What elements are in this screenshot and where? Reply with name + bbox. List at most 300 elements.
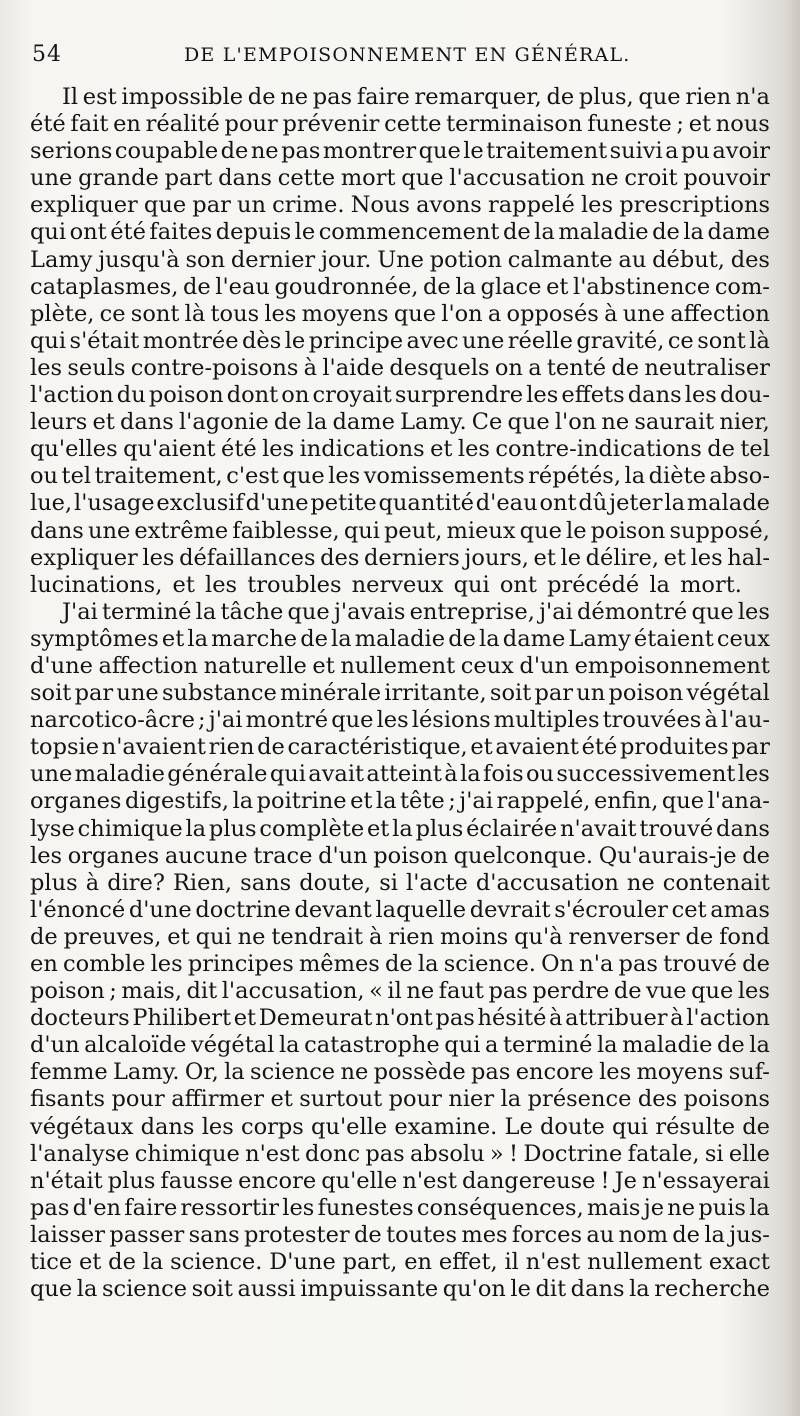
word: j'ai xyxy=(539,598,573,625)
word: suf- xyxy=(728,1059,770,1086)
word: dit xyxy=(535,1276,567,1303)
word: l'on xyxy=(441,300,483,327)
word: dire? xyxy=(107,869,165,896)
word: on xyxy=(281,382,310,409)
word: qui xyxy=(30,327,67,354)
word: de xyxy=(613,978,642,1005)
word: à xyxy=(704,707,718,734)
word: depuis xyxy=(215,219,292,246)
word: les xyxy=(737,761,770,788)
word: tenté xyxy=(546,354,607,381)
word: jusqu'à xyxy=(98,246,180,273)
word: soit xyxy=(489,680,532,707)
text-line xyxy=(30,301,770,328)
word: empoisonnement xyxy=(574,652,770,679)
word: rappelé xyxy=(488,192,575,219)
word: funeste xyxy=(587,111,672,138)
word: n'a xyxy=(735,84,770,110)
word: encore xyxy=(238,1167,317,1194)
word: faiblesse, xyxy=(232,517,340,544)
word: irritante, xyxy=(384,680,487,707)
word: réelle xyxy=(507,327,573,354)
word: poison xyxy=(590,517,666,544)
word: rien xyxy=(208,734,255,761)
word: com- xyxy=(714,273,770,300)
word: délire, xyxy=(585,544,659,571)
word: dans xyxy=(627,382,682,409)
word: par xyxy=(534,680,574,707)
word: au xyxy=(586,1221,615,1248)
word: ; xyxy=(109,978,117,1005)
word: qui xyxy=(269,761,306,788)
word: défaillances xyxy=(179,544,316,571)
word: la xyxy=(455,273,476,300)
word: doctrine xyxy=(195,896,291,923)
word: les xyxy=(264,300,297,327)
word: Nous xyxy=(350,192,410,219)
word: terminé xyxy=(102,598,192,625)
word: est xyxy=(82,84,117,110)
word: ce xyxy=(667,327,694,354)
word: hésité xyxy=(477,1005,547,1032)
word: sont xyxy=(697,327,746,354)
word: que xyxy=(691,598,734,625)
word: traitement xyxy=(486,138,608,165)
word: et xyxy=(470,734,493,761)
word: que xyxy=(143,192,187,219)
word: mes xyxy=(461,1221,508,1248)
word: doute xyxy=(540,1113,605,1140)
word: de xyxy=(257,734,285,761)
word: ceux xyxy=(716,625,770,652)
word: des xyxy=(637,1086,678,1113)
word: ! xyxy=(509,1140,519,1167)
word: enfin, xyxy=(593,788,659,815)
word: les xyxy=(690,544,723,571)
word: l'ana- xyxy=(707,788,770,815)
word: la xyxy=(629,1276,650,1303)
word: pas xyxy=(618,951,658,977)
word: générale xyxy=(167,761,268,788)
word: malade xyxy=(686,490,770,517)
word: fatale, xyxy=(627,1140,700,1167)
word: traitement, xyxy=(94,463,223,490)
word: que xyxy=(287,598,330,625)
word: grande xyxy=(78,165,159,192)
word: dès xyxy=(242,327,282,354)
word: ; xyxy=(448,788,456,815)
word: seuls xyxy=(67,354,126,381)
word: quantité xyxy=(378,490,474,517)
word: impossible xyxy=(121,84,244,110)
word: la xyxy=(534,219,555,246)
word: les xyxy=(30,842,63,869)
word: cataplasmes, xyxy=(30,273,179,300)
word: la xyxy=(749,1032,770,1059)
word: » xyxy=(489,1140,504,1167)
text-line xyxy=(30,680,770,707)
text-line xyxy=(30,626,770,653)
word: maladie xyxy=(354,625,446,652)
text-line xyxy=(30,1168,770,1195)
word: femme xyxy=(30,1059,108,1086)
word: été xyxy=(581,734,618,761)
text-line xyxy=(30,599,770,626)
word: la xyxy=(500,1086,522,1113)
word: le xyxy=(294,219,316,246)
word: cette xyxy=(384,111,442,138)
word: contre-poisons xyxy=(130,354,299,381)
word: l'abstinence xyxy=(573,273,711,300)
word: nier xyxy=(448,1086,495,1113)
word: On xyxy=(541,951,575,977)
word: pour xyxy=(224,111,278,138)
word: devant xyxy=(294,896,372,923)
word: les xyxy=(737,598,770,625)
word: d'une xyxy=(128,896,192,923)
word: ne xyxy=(340,1059,369,1086)
word: aucune xyxy=(164,842,248,869)
word: supposé, xyxy=(669,517,770,544)
word: vue xyxy=(646,978,687,1005)
word: des xyxy=(730,246,770,273)
word: Lamy xyxy=(30,246,93,273)
text-line xyxy=(30,1195,770,1222)
word: prescriptions xyxy=(619,192,770,219)
word: tendrait xyxy=(271,923,364,950)
text-line xyxy=(30,274,770,301)
word: à xyxy=(444,761,458,788)
word: de xyxy=(220,138,249,165)
word: et xyxy=(430,436,453,463)
word: c'est xyxy=(226,463,279,490)
word: de xyxy=(742,1113,770,1140)
word: ne xyxy=(590,165,619,192)
text-line xyxy=(30,545,770,572)
word: on xyxy=(494,354,523,381)
word: trouvé xyxy=(663,951,737,977)
word: une xyxy=(116,680,159,707)
word: dame xyxy=(332,409,395,436)
text-line xyxy=(30,247,770,274)
word: les xyxy=(376,707,409,734)
word: peut, xyxy=(384,517,443,544)
word: que xyxy=(519,517,562,544)
word: d'en xyxy=(72,1194,122,1221)
word: la xyxy=(479,625,500,652)
word: Demeurat xyxy=(258,1005,373,1032)
word: trouvé xyxy=(639,815,714,842)
word: Une xyxy=(377,246,424,273)
word: la xyxy=(683,219,704,246)
word: dernier xyxy=(230,246,316,273)
word: un xyxy=(237,192,267,219)
word: suivi xyxy=(609,138,663,165)
word: la xyxy=(224,1059,245,1086)
word: croyait xyxy=(312,382,392,409)
word: nier, xyxy=(719,409,770,436)
word: opposés xyxy=(506,300,599,327)
word: au xyxy=(618,246,647,273)
word: plus xyxy=(107,1167,156,1194)
word: une xyxy=(87,517,131,544)
word: j'ai xyxy=(459,788,494,815)
word: de xyxy=(742,951,770,977)
word: effets xyxy=(561,382,625,409)
word: je xyxy=(643,1194,665,1221)
word: jour. xyxy=(320,246,372,273)
word: la xyxy=(142,1249,164,1276)
word: lucinations, et les troubles nerveux qui ont précédé la mort. xyxy=(30,571,742,598)
word: la xyxy=(417,951,439,977)
word: ou xyxy=(526,761,555,788)
word: a xyxy=(528,354,542,381)
word: et xyxy=(78,1249,102,1276)
word: par xyxy=(74,680,114,707)
word: principe xyxy=(308,327,404,354)
word: lyse xyxy=(30,815,75,842)
word: qui xyxy=(444,1032,481,1059)
word: les xyxy=(262,436,295,463)
word: qui xyxy=(343,517,380,544)
word: l'on xyxy=(554,409,597,436)
word: caractéristique, xyxy=(287,734,468,761)
word: poison xyxy=(30,978,105,1005)
word: petite xyxy=(310,490,377,517)
word: montrer xyxy=(322,138,417,165)
word: le xyxy=(510,1276,531,1303)
word: derniers xyxy=(364,544,460,571)
word: possède xyxy=(373,1059,466,1086)
word: une xyxy=(622,300,666,327)
word: Je xyxy=(614,1167,637,1194)
word: tel xyxy=(61,463,92,490)
text-line xyxy=(30,707,770,734)
word: l'acte xyxy=(406,869,468,896)
word: dans xyxy=(716,815,770,842)
word: avoir xyxy=(712,138,770,165)
word: les xyxy=(142,544,175,571)
text-line xyxy=(30,978,770,1005)
text-line xyxy=(30,409,770,436)
running-head: DE L'EMPOISONNEMENT EN GÉNÉRAL. xyxy=(184,44,631,66)
word: ceux xyxy=(460,652,514,679)
word: en xyxy=(404,1249,433,1276)
word: Lamy. xyxy=(400,409,467,436)
word: multiples xyxy=(493,707,600,734)
word: l'action xyxy=(686,1005,770,1032)
word: jus- xyxy=(729,1221,770,1248)
word: cet xyxy=(671,896,707,923)
word: surtout xyxy=(299,1086,383,1113)
word: ! xyxy=(600,1167,610,1194)
text-line xyxy=(30,653,770,680)
word: l'action xyxy=(30,382,114,409)
word: ne xyxy=(406,978,435,1005)
word: dû xyxy=(578,490,608,517)
word: d'un xyxy=(30,1032,80,1059)
word: l'au- xyxy=(721,707,770,734)
word: marche xyxy=(211,625,298,652)
word: j'avais xyxy=(333,598,406,625)
word: expliquer xyxy=(30,192,138,219)
word: et xyxy=(92,409,115,436)
text-line xyxy=(30,816,770,843)
text-line xyxy=(30,897,770,924)
text-line xyxy=(30,1276,770,1303)
word: a xyxy=(487,300,502,327)
word: digestifs, xyxy=(124,788,230,815)
word: que xyxy=(30,1276,73,1303)
word: les xyxy=(328,463,361,490)
word: chimique xyxy=(134,1140,240,1167)
word: la xyxy=(704,1221,725,1248)
page-number: 54 xyxy=(32,42,62,67)
word: mais xyxy=(586,1194,641,1221)
word: la xyxy=(278,1032,300,1059)
text-line xyxy=(30,165,770,192)
word: qui xyxy=(30,219,67,246)
word: d'accusation xyxy=(475,869,619,896)
text-line xyxy=(30,951,770,978)
word: résulte xyxy=(655,1113,736,1140)
word: une xyxy=(30,165,73,192)
word: vomissements xyxy=(363,463,525,490)
word: l'énoncé xyxy=(30,896,126,923)
word: à xyxy=(670,1005,684,1032)
word: perdre xyxy=(532,978,610,1005)
word: nullement xyxy=(340,652,456,679)
word: la xyxy=(306,409,328,436)
word: expliquer xyxy=(30,544,138,571)
word: n'avaient xyxy=(101,734,206,761)
word: été xyxy=(221,436,257,463)
word: recherche xyxy=(654,1276,770,1303)
word: effet, xyxy=(438,1249,498,1276)
word: si xyxy=(379,869,398,896)
word: neutraliser xyxy=(644,354,770,381)
word: démontré xyxy=(577,598,688,625)
word: tous xyxy=(210,300,260,327)
word: jeter xyxy=(609,490,663,517)
word: qu'elle xyxy=(321,1167,398,1194)
word: la xyxy=(187,625,209,652)
word: n'essayerai xyxy=(641,1167,770,1194)
word: végétal xyxy=(191,1032,275,1059)
word: alcaloïde xyxy=(84,1032,187,1059)
word: ressortir xyxy=(180,1194,280,1221)
word: forces xyxy=(511,1221,582,1248)
word: toutes xyxy=(386,1221,458,1248)
word: Or, xyxy=(184,1059,219,1086)
word: saurait xyxy=(634,409,715,436)
word: que xyxy=(331,707,374,734)
word: et xyxy=(167,923,190,950)
word: science xyxy=(101,1276,188,1303)
word: qui xyxy=(195,923,232,950)
word: successivement xyxy=(556,761,736,788)
word: a xyxy=(484,1032,499,1059)
word: potion xyxy=(429,246,502,273)
word: leurs xyxy=(30,409,88,436)
word: de xyxy=(300,625,328,652)
word: n'avait xyxy=(560,815,637,842)
word: « xyxy=(369,978,383,1005)
word: son xyxy=(185,246,226,273)
word: dangereuse xyxy=(462,1167,596,1194)
text-line xyxy=(30,518,770,545)
word: coupable xyxy=(114,138,219,165)
word: mêmes xyxy=(298,951,380,977)
word: si xyxy=(704,1140,724,1167)
word: sans xyxy=(188,1221,240,1248)
word: donc xyxy=(305,1140,361,1167)
word: nullement xyxy=(587,1249,703,1276)
word: qu'elles xyxy=(30,436,118,463)
word: pouvoir xyxy=(683,165,770,192)
word: du xyxy=(116,382,146,409)
word: calmante xyxy=(507,246,613,273)
word: affection xyxy=(670,300,770,327)
word: l'accusation, xyxy=(221,978,365,1005)
word: montré xyxy=(245,707,329,734)
word: à xyxy=(368,923,383,950)
word: moyens xyxy=(636,1059,724,1086)
word: un xyxy=(576,680,606,707)
word: à xyxy=(303,354,318,381)
word: les xyxy=(150,951,183,977)
word: sans xyxy=(240,869,292,896)
word: science. xyxy=(443,951,536,977)
word: d'un xyxy=(519,652,569,679)
word: n'était xyxy=(30,1167,103,1194)
word: hal- xyxy=(727,544,770,571)
word: encore xyxy=(515,1059,594,1086)
word: dit xyxy=(186,978,218,1005)
word: glace xyxy=(480,273,542,300)
word: végétal xyxy=(686,680,770,707)
word: elle xyxy=(728,1140,770,1167)
word: les xyxy=(580,192,614,219)
word: funestes xyxy=(317,1194,414,1221)
word: été xyxy=(110,219,146,246)
word: poisons xyxy=(683,1086,770,1113)
word: symptômes xyxy=(30,625,159,652)
word: que xyxy=(691,978,734,1005)
word: conséquences, xyxy=(416,1194,584,1221)
word: corps xyxy=(240,1113,304,1140)
word: remarquer, xyxy=(414,84,542,110)
word: que xyxy=(638,84,681,110)
word: Lamy. xyxy=(112,1059,180,1086)
word: comble xyxy=(63,951,146,977)
word: de xyxy=(685,923,714,950)
word: avons xyxy=(416,192,482,219)
word: ne xyxy=(237,923,266,950)
word: science. xyxy=(170,1249,263,1276)
word: une xyxy=(30,761,73,788)
word: dou- xyxy=(719,382,770,409)
word: affection xyxy=(98,652,199,679)
word: maladie xyxy=(558,219,649,246)
text-line xyxy=(30,111,770,138)
word: la xyxy=(331,625,352,652)
word: de xyxy=(108,1249,136,1276)
word: contenait xyxy=(662,869,770,896)
word: le xyxy=(284,327,306,354)
word: répétés, xyxy=(528,463,621,490)
word: Il xyxy=(62,84,79,110)
